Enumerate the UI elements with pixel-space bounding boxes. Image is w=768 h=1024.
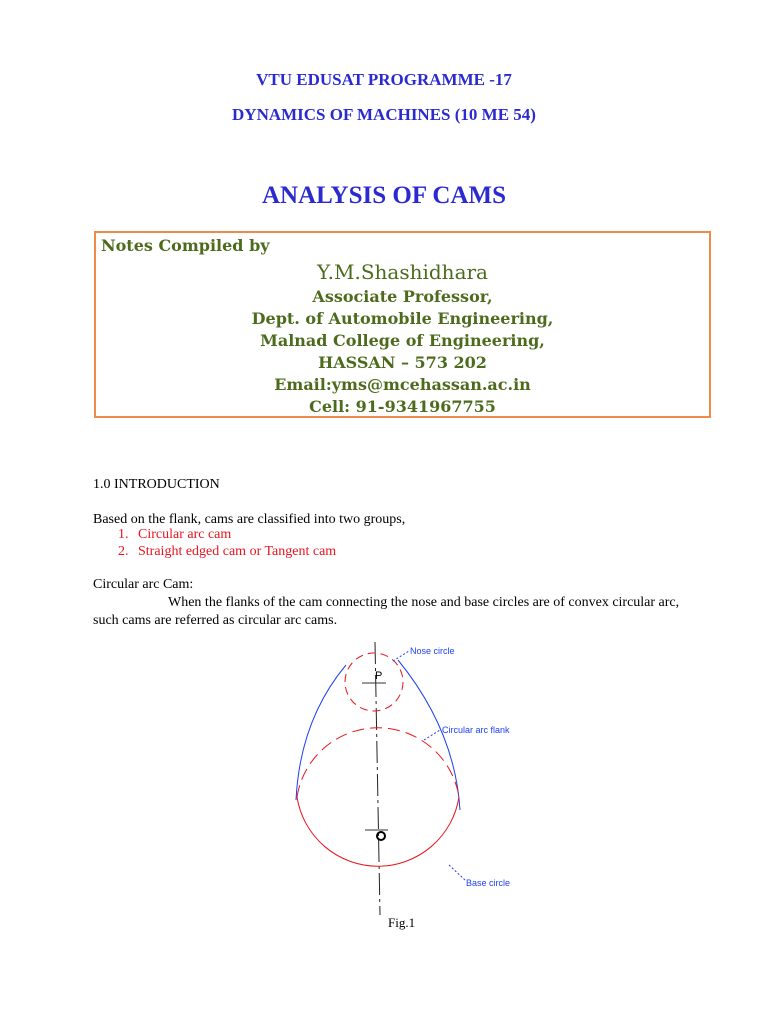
page-title: ANALYSIS OF CAMS bbox=[261, 182, 507, 209]
base-leader bbox=[449, 865, 465, 880]
nose-circle bbox=[345, 653, 403, 711]
author-department: Dept. of Automobile Engineering, bbox=[251, 309, 554, 328]
list-number: 2. bbox=[118, 544, 129, 559]
right-flank bbox=[398, 660, 460, 810]
list-item bbox=[118, 527, 231, 543]
notes-compiled-by: Notes Compiled by bbox=[101, 236, 270, 255]
list-text: Straight edged cam or Tangent cam bbox=[138, 544, 337, 559]
paragraph-line-1: When the flanks of the cam connecting the nose and base circles are of convex circular arc, bbox=[168, 595, 680, 610]
left-flank bbox=[296, 665, 346, 800]
nose-circle-label: Nose circle bbox=[410, 646, 455, 656]
intro-text: Based on the flank, cams are classified into two groups, bbox=[93, 512, 406, 527]
figure-caption: Fig.1 bbox=[388, 915, 416, 930]
base-circle-label: Base circle bbox=[466, 878, 511, 888]
list-item bbox=[118, 544, 336, 560]
point-p-label: P bbox=[375, 670, 383, 682]
nose-leader bbox=[393, 651, 409, 661]
list-text: Circular arc cam bbox=[138, 527, 232, 542]
author-cell: Cell: 91-9341967755 bbox=[309, 397, 496, 416]
subheading: Circular arc Cam: bbox=[93, 577, 194, 592]
point-o bbox=[377, 832, 385, 840]
flank-label: Circular arc flank bbox=[442, 725, 510, 735]
section-heading: 1.0 INTRODUCTION bbox=[93, 477, 220, 492]
author-college: Malnad College of Engineering, bbox=[260, 331, 545, 350]
flank-leader bbox=[424, 730, 440, 740]
course-title: DYNAMICS OF MACHINES (10 ME 54) bbox=[232, 105, 536, 124]
programme-title: VTU EDUSAT PROGRAMME -17 bbox=[256, 70, 512, 89]
author-designation: Associate Professor, bbox=[312, 287, 493, 306]
cam-figure bbox=[280, 640, 540, 920]
author-email: Email:yms@mcehassan.ac.in bbox=[274, 375, 531, 394]
paragraph-line-2: such cams are referred as circular arc cams. bbox=[93, 613, 338, 628]
author-name: Y.M.Shashidhara bbox=[317, 260, 488, 284]
author-city: HASSAN – 573 202 bbox=[318, 353, 487, 372]
list-number: 1. bbox=[118, 527, 129, 542]
